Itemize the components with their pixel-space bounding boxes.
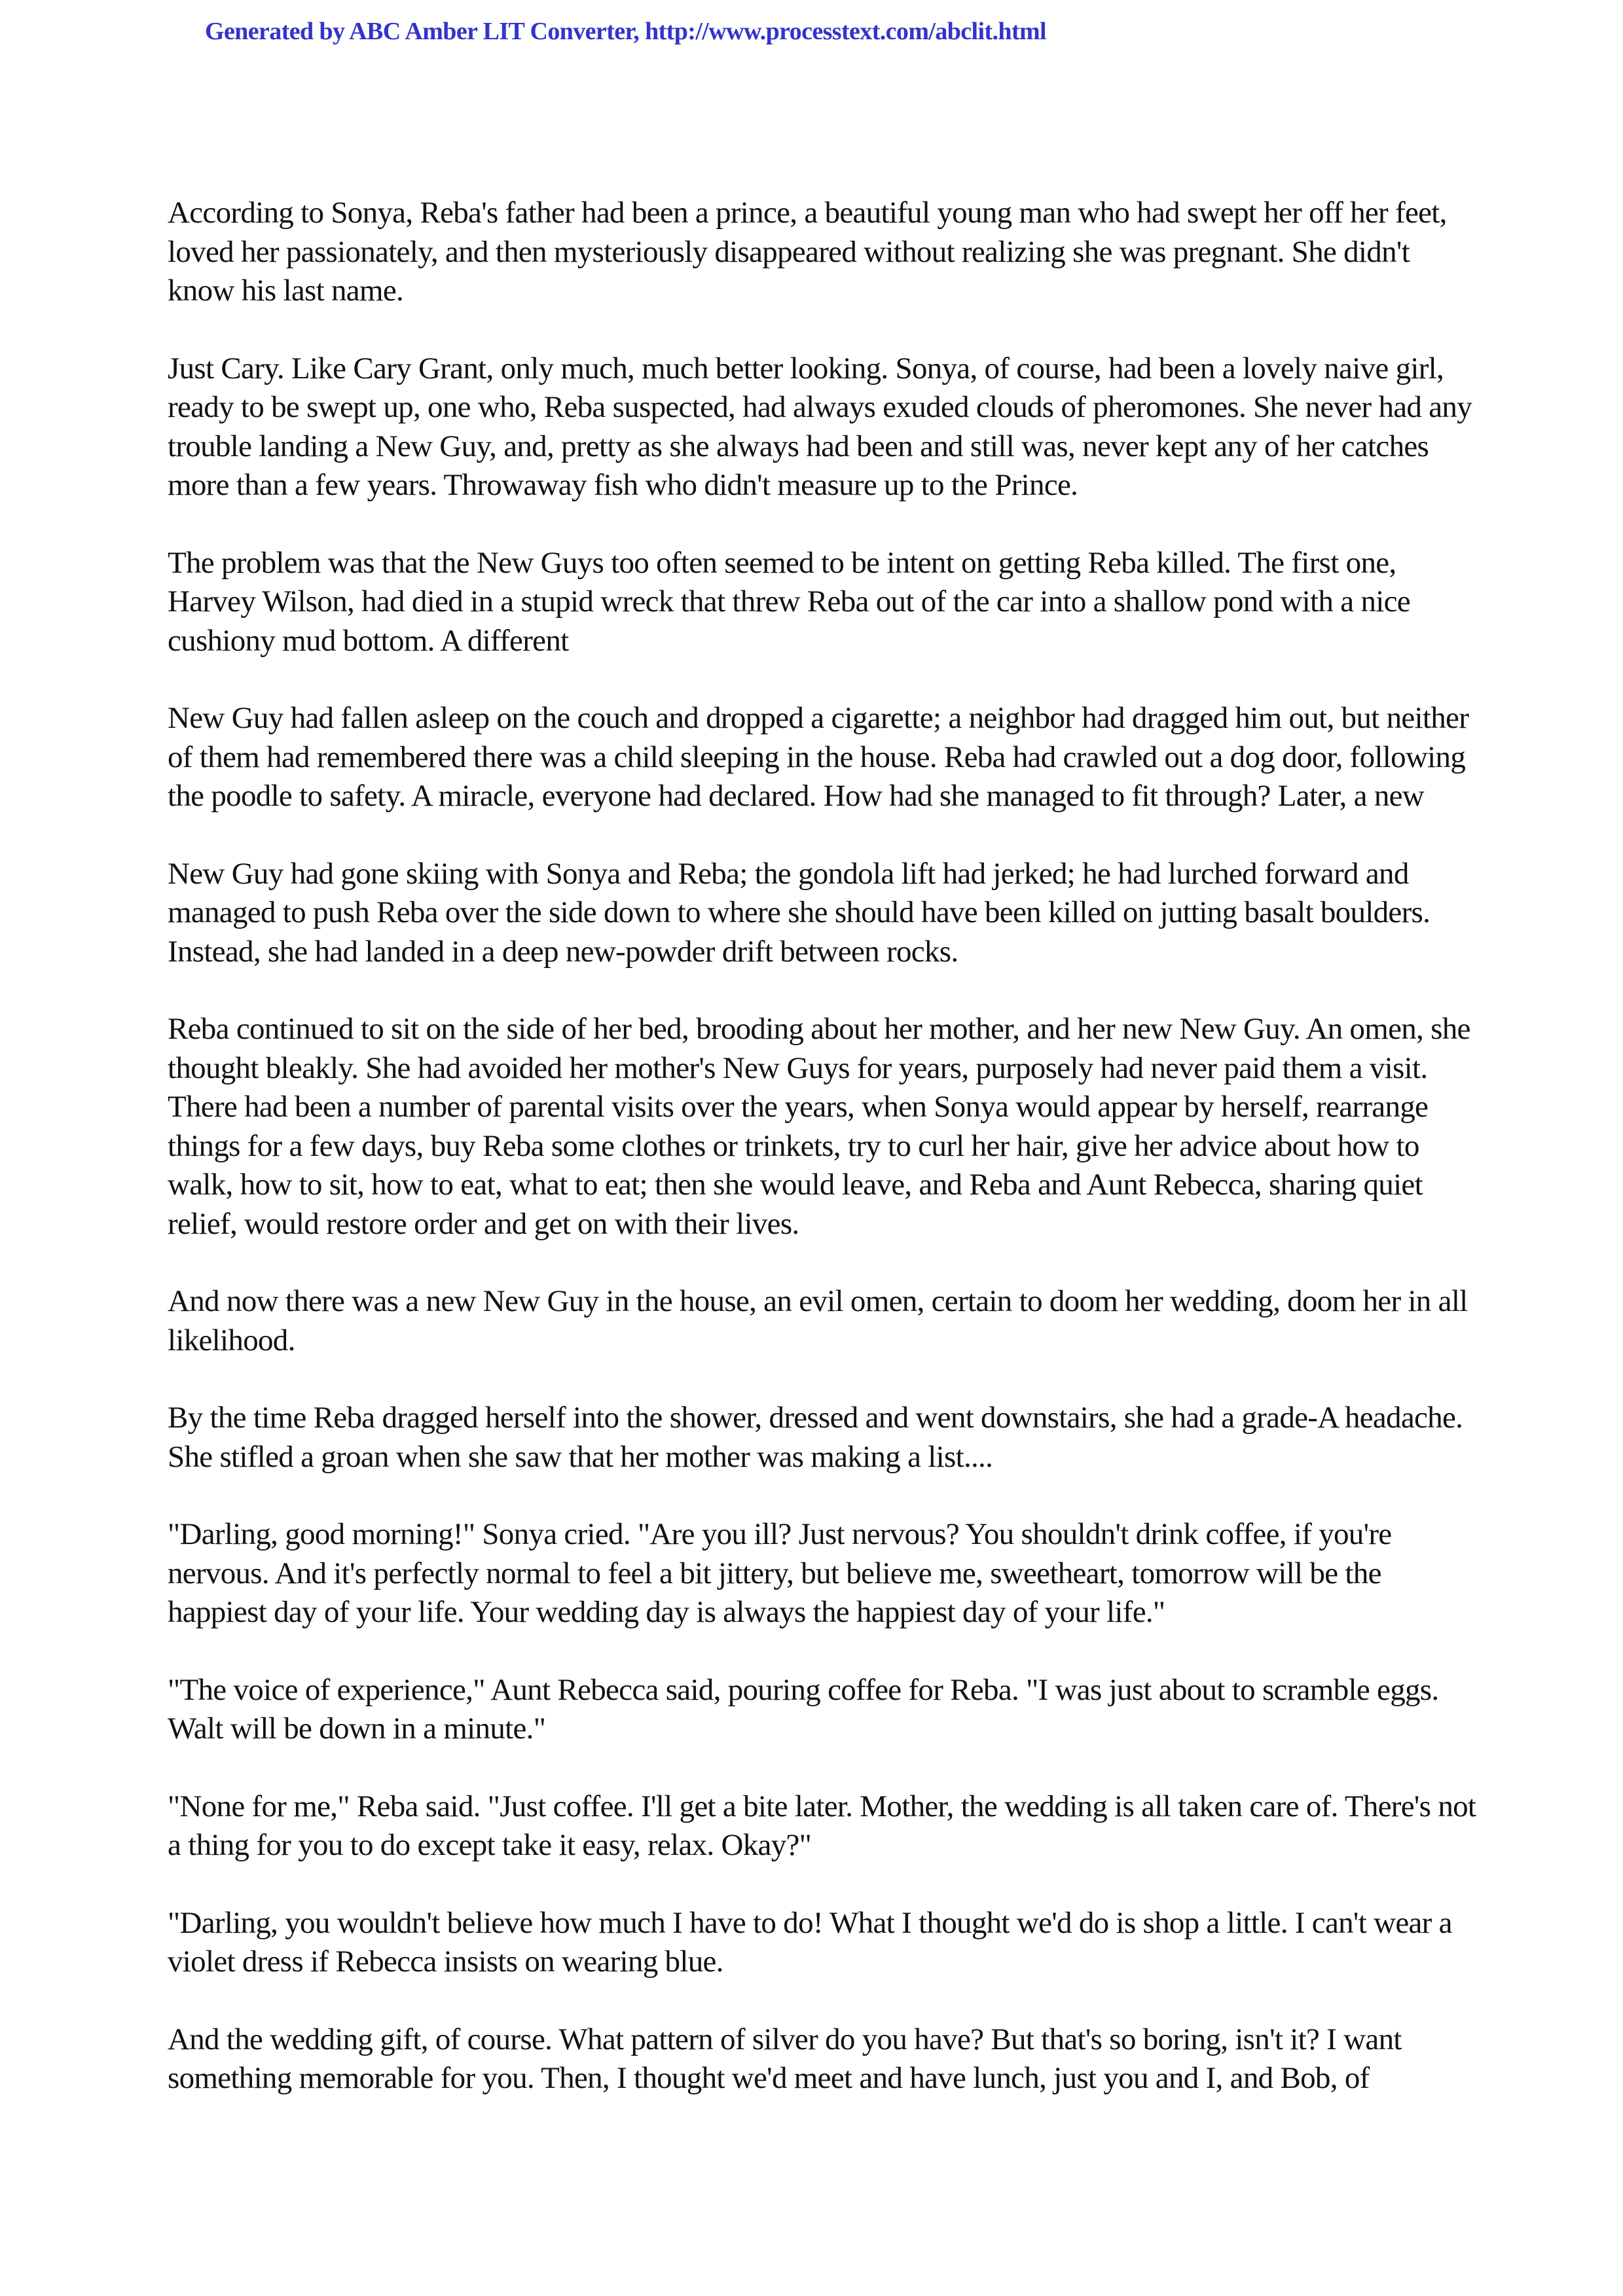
paragraph: And the wedding gift, of course. What pattern of silver do you have? But that's so boring, isn't it? I want something memorable for you. Then, I thought we'd meet and have lunch, just you and I, and Bob, of: [168, 2022, 1402, 2095]
paragraph: "Darling, good morning!" Sonya cried. "Are you ill? Just nervous? You shouldn't drink coffee, if you're nervous. And it's perfectly normal to feel a bit jittery, but believe me, sweetheart, tomorrow will be the happiest day of your life. Your wedding day is always the happiest day of your life.": [168, 1517, 1392, 1629]
paragraph: New Guy had gone skiing with Sonya and Reba; the gondola lift had jerked; he had lurched forward and managed to push Reba over the side down to where she should have been killed on jutting basalt boulders. Instead, she had landed in a deep new-powder drift between rocks.: [168, 856, 1431, 969]
paragraph: Just Cary. Like Cary Grant, only much, much better looking. Sonya, of course, had been a lovely naive girl, ready to be swept up, one who, Reba suspected, had always exuded clouds of pheromones. She never had any trouble landing a New Guy, and, pretty as she always had been and still was, never kept any of her catches more than a few years. Throwaway fish who didn't measure up to the Prince.: [168, 351, 1472, 502]
paragraph: "The voice of experience," Aunt Rebecca said, pouring coffee for Reba. "I was just about to scramble eggs. Walt will be down in a minute.": [168, 1672, 1439, 1746]
paragraph: "None for me," Reba said. "Just coffee. I'll get a bite later. Mother, the wedding is all taken care of. There's not a thing for you to do except take it easy, relax. Okay?": [168, 1789, 1476, 1862]
paragraph: According to Sonya, Reba's father had been a prince, a beautiful young man who had swept her off her feet, loved her passionately, and then mysteriously disappeared without realizing she was pregnant. She didn't know his last name.: [168, 196, 1447, 308]
converter-header: Generated by ABC Amber LIT Converter, http://www.processtext.com/abclit.html: [205, 18, 1047, 45]
paragraph: New Guy had fallen asleep on the couch and dropped a cigarette; a neighbor had dragged him out, but neither of them had remembered there was a child sleeping in the house. Reba had crawled out a dog door, following the poodle to safety. A miracle, everyone had declared. How had she managed to fit through? Later, a new: [168, 701, 1469, 813]
paragraph: And now there was a new New Guy in the house, an evil omen, certain to doom her wedding, doom her in all likelihood.: [168, 1284, 1468, 1357]
paragraph: "Darling, you wouldn't believe how much I have to do! What I thought we'd do is shop a little. I can't wear a violet dress if Rebecca insists on wearing blue.: [168, 1905, 1452, 1979]
document-body: [168, 194, 1477, 2137]
paragraph: Reba continued to sit on the side of her bed, brooding about her mother, and her new New Guy. An omen, she thought bleakly. She had avoided her mother's New Guys for years, purposely had never paid them a visit. There had been a number of parental visits over the years, when Sonya would appear by herself, rearrange things for a few days, buy Reba some clothes or trinkets, try to curl her hair, give her advice about how to walk, how to sit, how to eat, what to eat; then she would leave, and Reba and Aunt Rebecca, sharing quiet relief, would restore order and get on with their lives.: [168, 1012, 1470, 1241]
paragraph: By the time Reba dragged herself into the shower, dressed and went downstairs, she had a grade-A headache. She stifled a groan when she saw that her mother was making a list....: [168, 1401, 1463, 1474]
paragraph: The problem was that the New Guys too often seemed to be intent on getting Reba killed. The first one, Harvey Wilson, had died in a stupid wreck that threw Reba out of the car into a shallow pond with a nice cushiony mud bottom. A different: [168, 545, 1410, 658]
